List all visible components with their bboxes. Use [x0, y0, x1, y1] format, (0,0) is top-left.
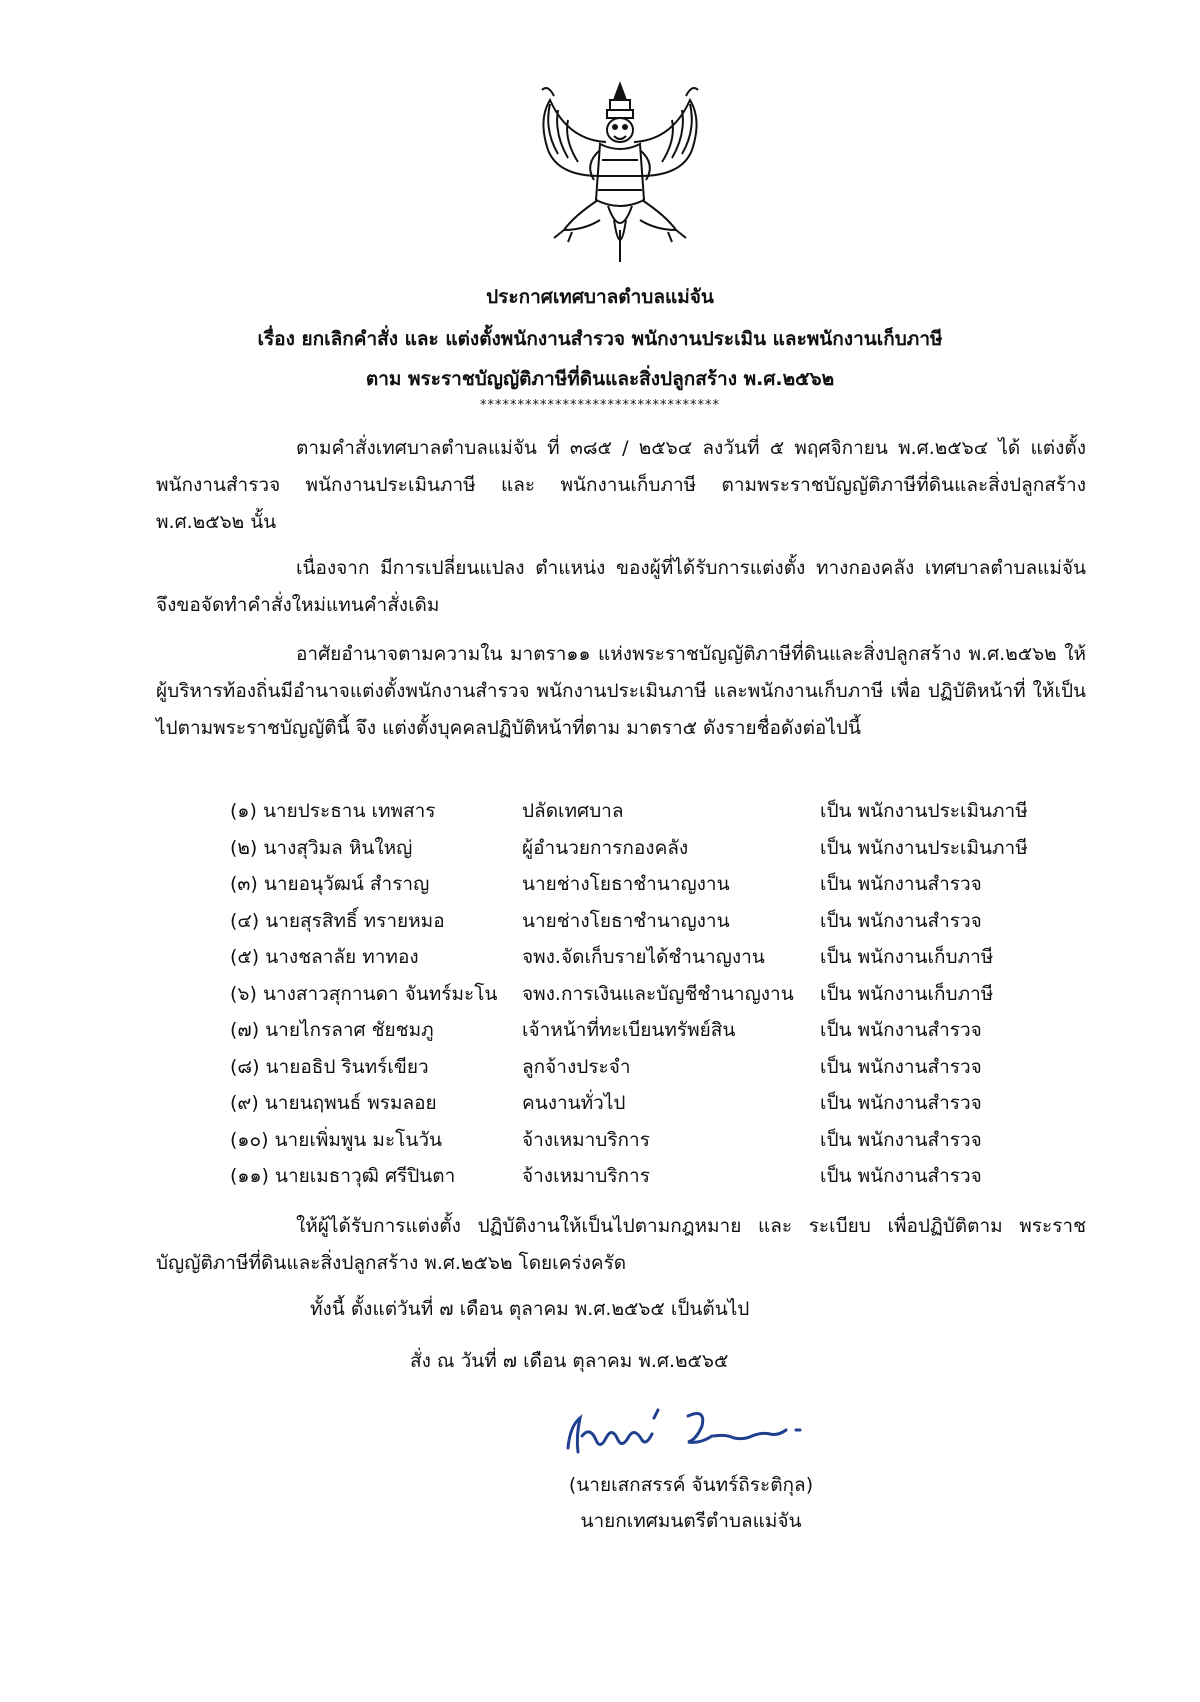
appointee-row	[230, 869, 1090, 906]
appointee-row	[230, 906, 1090, 943]
paragraph-instruction-text: ให้ผู้ได้รับการแต่งตั้ง ปฏิบัติงานให้เป็นไปตามกฎหมาย และ ระเบียบ เพื่อปฏิบัติตาม พระราชบัญญัติภาษีที่ดินและสิ่งปลูกสร้าง พ.ศ.๒๕๖๒ โดยเคร่งครัด	[156, 1215, 1086, 1274]
appointee-role: เป็น พนักงานเก็บภาษี	[820, 982, 994, 1005]
appointee-row	[230, 1161, 1090, 1198]
appointee-row	[230, 796, 1090, 833]
appointee-role: เป็น พนักงานสำรวจ	[820, 1092, 982, 1114]
appointee-position: คนงานทั่วไป	[522, 1092, 626, 1114]
appointee-name: นายเพิ่มพูน มะโนวัน	[274, 1128, 442, 1151]
paragraph-authority	[156, 636, 1086, 747]
appointee-role: เป็น พนักงานสำรวจ	[820, 873, 982, 895]
appointee-role: เป็น พนักงานสำรวจ	[820, 909, 982, 932]
appointee-number-name	[230, 1125, 442, 1155]
appointee-position: นายช่างโยธาชำนาญงาน	[522, 909, 730, 932]
appointee-name: นายอนุวัฒน์ สำราญ	[263, 873, 430, 895]
appointee-position: ผู้อำนวยการกองคลัง	[522, 836, 689, 859]
appointee-number: (๗)	[230, 1019, 260, 1041]
appointee-list	[230, 796, 1090, 1198]
appointee-position: จพง.จัดเก็บรายได้ชำนาญงาน	[522, 946, 765, 968]
appointee-number-name	[230, 796, 436, 826]
appointee-role: เป็น พนักงานประเมินภาษี	[820, 800, 1028, 822]
appointee-row	[230, 979, 1090, 1016]
appointee-number: (๙)	[230, 1092, 259, 1114]
appointee-number-name	[230, 1052, 429, 1082]
paragraph-instruction	[156, 1208, 1086, 1282]
appointee-number-name	[230, 1015, 434, 1045]
appointee-role: เป็น พนักงานเก็บภาษี	[820, 946, 994, 968]
appointee-row	[230, 1088, 1090, 1125]
appointee-position: เจ้าหน้าที่ทะเบียนทรัพย์สิน	[522, 1019, 736, 1041]
appointee-number: (๒)	[230, 836, 258, 859]
appointee-number-name	[230, 979, 497, 1009]
appointee-position: ลูกจ้างประจำ	[522, 1055, 631, 1078]
effective-date: ทั้งนี้ ตั้งแต่วันที่ ๗ เดือน ตุลาคม พ.ศ.๒๕๖๕ เป็นต้นไป	[310, 1298, 750, 1320]
appointee-number: (๑๑)	[230, 1165, 269, 1187]
appointee-name: นายนฤพนธ์ พรมลอย	[264, 1092, 437, 1114]
appointee-row	[230, 1015, 1090, 1052]
announcement-subject: เรื่อง ยกเลิกคำสั่ง และ แต่งตั้งพนักงานสำรวจ พนักงานประเมิน และพนักงานเก็บภาษี	[257, 328, 943, 350]
paragraph-reason	[156, 550, 1086, 624]
appointee-role: เป็น พนักงานสำรวจ	[820, 1165, 982, 1187]
appointee-row	[230, 1125, 1090, 1162]
appointee-role: เป็น พนักงานสำรวจ	[820, 1019, 982, 1041]
announcement-subject-law: ตาม พระราชบัญญัติภาษีที่ดินและสิ่งปลูกสร้าง พ.ศ.๒๕๖๒	[365, 368, 835, 390]
appointee-row	[230, 1052, 1090, 1089]
appointee-name: นายอธิป รินทร์เขียว	[265, 1055, 429, 1078]
appointee-position: จ้างเหมาบริการ	[522, 1128, 650, 1151]
appointee-row	[230, 942, 1090, 979]
appointee-number-name	[230, 906, 445, 936]
separator: ********************************	[480, 398, 720, 413]
appointee-number: (๖)	[230, 982, 257, 1005]
appointee-name: นายประธาน เทพสาร	[262, 800, 436, 822]
appointee-role: เป็น พนักงานสำรวจ	[820, 1055, 982, 1078]
appointee-number: (๘)	[230, 1055, 260, 1078]
appointee-name: นางชลาลัย ทาทอง	[265, 946, 419, 968]
appointee-position: จ้างเหมาบริการ	[522, 1165, 650, 1187]
appointee-number-name	[230, 1088, 437, 1118]
ordered-date: สั่ง ณ วันที่ ๗ เดือน ตุลาคม พ.ศ.๒๕๖๕	[410, 1350, 729, 1372]
paragraph-previous-order-text: ตามคำสั่งเทศบาลตำบลแม่จัน ที่ ๓๘๕ / ๒๕๖๔ ลงวันที่ ๕ พฤศจิกายน พ.ศ.๒๕๖๔ ได้ แต่งตั้งพนักงานสำรวจ พนักงานประเมินภาษี และ พนักงานเก็บภาษี ตามพระราชบัญญัติภาษีที่ดินและสิ่งปลูกสร้าง พ.ศ.๒๕๖๒ นั้น	[156, 437, 1086, 533]
appointee-number-name	[230, 833, 412, 863]
garuda-emblem-icon	[528, 80, 713, 265]
appointee-number: (๔)	[230, 909, 260, 932]
appointee-number-name	[230, 1161, 455, 1191]
signer-title: นายกเทศมนตรีตำบลแม่จัน	[580, 1510, 802, 1532]
appointee-position: จพง.การเงินและบัญชีชำนาญงาน	[522, 982, 794, 1005]
appointee-position: ปลัดเทศบาล	[522, 800, 624, 822]
announcement-title: ประกาศเทศบาลตำบลแม่จัน	[486, 286, 714, 308]
appointee-number: (๑)	[230, 800, 257, 822]
appointee-number: (๓)	[230, 873, 258, 895]
appointee-role: เป็น พนักงานประเมินภาษี	[820, 836, 1028, 859]
appointee-name: นางสุวิมล หินใหญ่	[263, 836, 413, 859]
appointee-row	[230, 833, 1090, 870]
appointee-number: (๕)	[230, 946, 260, 968]
appointee-role: เป็น พนักงานสำรวจ	[820, 1128, 982, 1151]
paragraph-previous-order	[156, 430, 1086, 541]
appointee-name: นายไกรลาศ ชัยชมภู	[265, 1019, 434, 1041]
handwritten-signature	[556, 1396, 816, 1466]
appointee-number-name	[230, 869, 429, 899]
signer-name: (นายเสกสรรค์ จันทร์ถิระติกุล)	[568, 1474, 814, 1496]
appointee-name: นางสาวสุกานดา จันทร์มะโน	[262, 982, 498, 1005]
paragraph-reason-text: เนื่องจาก มีการเปลี่ยนแปลง ตำแหน่ง ของผู้ที่ได้รับการแต่งตั้ง ทางกองคลัง เทศบาลตำบลแม่จัน จึงขอจัดทำคำสั่งใหม่แทนคำสั่งเดิม	[156, 557, 1086, 616]
appointee-number-name	[230, 942, 419, 972]
appointee-number: (๑๐)	[230, 1128, 269, 1151]
appointee-name: นายสุรสิทธิ์ ทรายหมอ	[265, 909, 445, 932]
appointee-position: นายช่างโยธาชำนาญงาน	[522, 873, 730, 895]
paragraph-authority-text: อาศัยอำนาจตามความใน มาตรา๑๑ แห่งพระราชบัญญัติภาษีที่ดินและสิ่งปลูกสร้าง พ.ศ.๒๕๖๒ ให้ผู้บริหารท้องถิ่นมีอำนาจแต่งตั้งพนักงานสำรวจ พนักงานประเมินภาษี และพนักงานเก็บภาษี เพื่อ ปฏิบัติหน้าที่ ให้เป็นไปตามพระราชบัญญัตินี้ จึง แต่งตั้งบุคคลปฏิบัติหน้าที่ตาม มาตรา๕ ดังรายชื่อดังต่อไปนี้	[156, 643, 1086, 739]
appointee-name: นายเมธาวุฒิ ศรีปินตา	[275, 1165, 456, 1187]
